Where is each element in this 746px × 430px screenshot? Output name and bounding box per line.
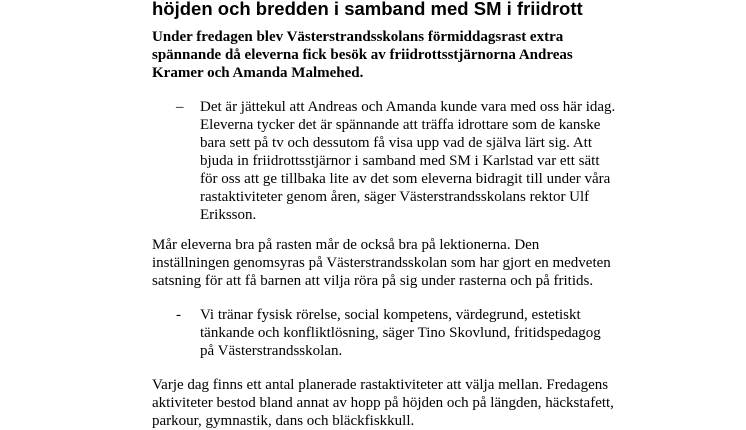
ingress-line: Kramer och Amanda Malmehed. [152, 65, 364, 81]
quote-line: Vi tränar fysisk rörelse, social kompetens, värdegrund, estetiskt [200, 307, 581, 323]
paragraph-line: parkour, gymnastik, dans och bläckfiskkull. [152, 413, 415, 429]
article-headline: höjden och bredden i samband med SM i friidrott [152, 0, 583, 19]
ingress-line: Under fredagen blev Västerstrandsskolans förmiddagsrast extra [152, 29, 564, 45]
quote-line: för oss att ge tillbaka lite av det som eleverna bidragit till under våra [200, 171, 611, 187]
quote-line: Det är jättekul att Andreas och Amanda kunde vara med oss här idag. [200, 99, 616, 115]
quote-line: Eriksson. [200, 207, 257, 223]
quote-line: på Västerstrandsskolan. [200, 343, 343, 359]
body-paragraph [152, 376, 620, 430]
paragraph-line: satsning för att få barnen att vilja röra på sig under rasterna och på fritids. [152, 273, 594, 289]
quote-rektor [200, 98, 625, 224]
article-ingress [152, 28, 612, 82]
quote-line: rastaktiviteter genom åren, säger Västerstrandsskolans rektor Ulf [200, 189, 590, 205]
quote-dash: – [176, 99, 184, 115]
ingress-line: spännande då eleverna fick besök av friidrottsstjärnorna Andreas [152, 47, 573, 63]
paragraph-line: inställningen genomsyras på Västerstrandsskolan som har gjort en medveten [152, 255, 611, 271]
quote-line: bara sett på tv och dessutom få visa upp vad de själva lärt sig. Att [200, 135, 592, 151]
paragraph-line: aktiviteter bestod bland annat av hopp på höjden och på längden, häckstafett, [152, 395, 614, 411]
quote-line: Eleverna tycker det är spännande att träffa idrottare som de kanske [200, 117, 601, 133]
paragraph-line: Varje dag finns ett antal planerade rastaktiviteter att välja mellan. Fredagens [152, 377, 609, 393]
quote-fritidspedagog [200, 306, 625, 360]
body-paragraph [152, 236, 620, 290]
quote-dash: - [176, 307, 181, 323]
quote-line: bjuda in friidrottsstjärnor i samband med SM i Karlstad var ett sätt [200, 153, 600, 169]
paragraph-line: Mår eleverna bra på rasten mår de också bra på lektionerna. Den [152, 237, 540, 253]
quote-line: tänkande och konfliktlösning, säger Tino Skovlund, fritidspedagog [200, 325, 601, 341]
